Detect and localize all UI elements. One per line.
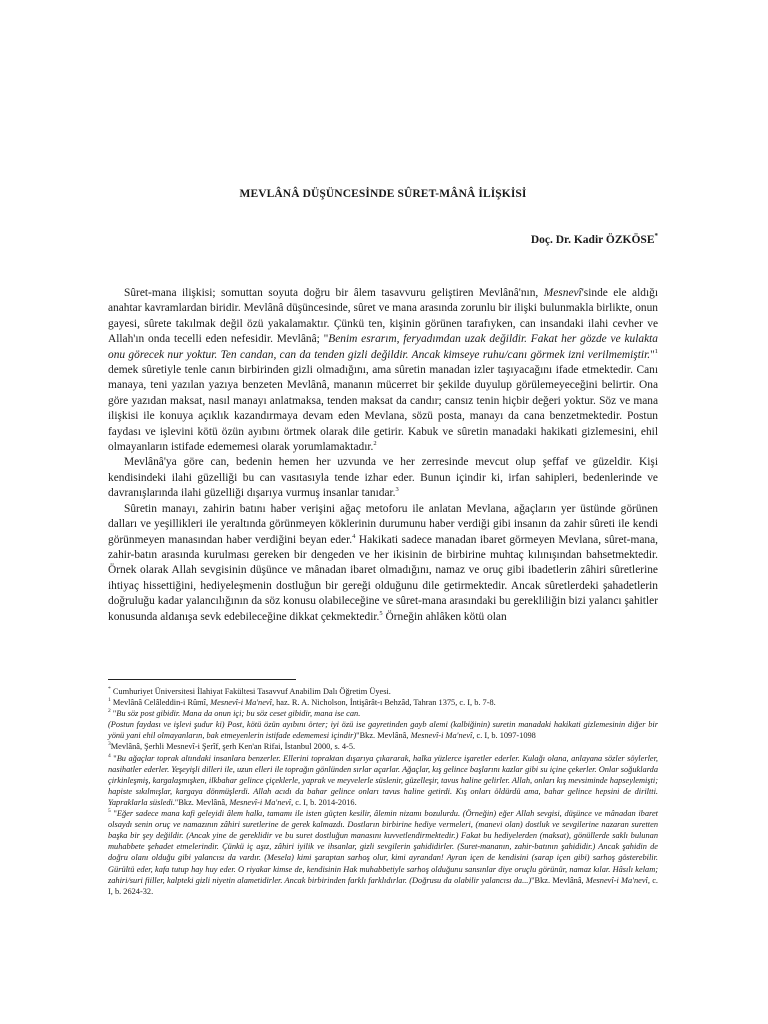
footnote-4 (108, 753, 658, 808)
footnote-4-open-quote: " (110, 753, 117, 763)
document-page (108, 0, 658, 1024)
footnote-2 (108, 708, 658, 741)
footnote-1-text-a: Mevlânâ Celâleddin-i Rûmî, (110, 698, 211, 708)
paragraph-3 (108, 502, 658, 625)
paragraph-3-text-b: Hakikati sadece manadan ibaret görmeyen Mevlana, sûret-mana, zahir-batın arasında kurulması gereken bir dengeden ve her ikisinin de birbirine muhtaç kılınışından bahsetmektedir. Örnek olarak Allah sevgisinin düşünce ve mânadan ibaret olmadığını, namaz ve oruç gibi ibadetlerin zâhiri sûretlerine ihtiyaç hissettiğini, hediyeleşmenin dostluğun bir gereği olduğunu dile getirmektedir. Ancak sûretlerdeki şahadetlerin doğruluğu kadar yalancılığının da söz konusu olabileceğine ve sûret-mana arasındaki bu gerekliliğin bizi yalancı şahitler konusunda aldanışa sevk edebileceğine dikkat çekmektedir. (108, 533, 658, 623)
footnote-2-text-d: "Bkz. Mevlânâ, (356, 731, 411, 741)
footnote-3-text: Mevlânâ, Şerhli Mesnevî-i Şerîf, şerh Ken'an Rifai, İstanbul 2000, s. 4-5. (110, 742, 356, 752)
footnote-4-work-italic: Mesnevî-i Ma'nevî, (229, 797, 294, 807)
footnote-1-work-italic: Mesnevî-i Ma'nevî, (210, 698, 275, 708)
footnote-star (108, 686, 658, 697)
article-body (108, 286, 658, 625)
author-line (531, 234, 658, 246)
footnote-3 (108, 741, 658, 752)
footnote-5-quote-italic: Eğer sadece mana kafi geleyidi âlem halkı, tamamı ile isten güçten kesilir, âlemin nizamı bozulurdu. (Örneğin) eğer Allah sevgisi, düşünce ve mânadan ibaret olsaydı senin oruç ve namazının zâhiri suretlerine de gerek kalmazdı. Dostların birbirine hediye vermeleri, (manevi olan) dostluk ve sevgilerine nazaran suretten başka bir şey değildir. (Ancak yine de gereklidir ve bu suret dostluğun manasını kuvvetlendirmektedir.) Fakat bu hediyelerden (maksat), gönüllerde saklı bulunan muhabbete şehadet etmelerindir. Çünkü iç aşız, zâhiri iyilik ve ihsanlar, gizli sevgilerin şahididirler. (Suret-mananın, zahir-batının şahididir.) Ancak şahidin de doğru olanı olduğu gibi yalancısı da vardır. (Mesela) kimi şaraptan sarhoş olur, kimi ayrandan! Ayran içen de kendisini (sarap içen gibi) sarhoş gösterebilir. Gürültü eder, kafa tutup hay huy eder. O riyakar kimse de, kendisinin Hak muhabbetiyle sarhoş olduğunu sansınlar diye oruçlu görünür, namaz kılar. Hâsılı kelam; zahiri/suri fiiller, kalpteki gizli niyetin alametidirler. Ancak birbirinden farklı farklıdırlar. (Doğrusu da olabilir yalancısı da...) (108, 809, 658, 885)
footnote-1-text-c: haz. R. A. Nicholson, İntişârât-ı Behzâd, Tahran 1375, c. I, b. 7-8. (274, 698, 496, 708)
footnote-2-open-quote: " (110, 709, 117, 719)
footnote-5-work-italic: Mesnevî-i Ma'nevî, (585, 875, 650, 885)
footnote-2-work-italic: Mesnevî-i Ma'nevî, (410, 731, 475, 741)
footnote-2-commentary-italic: (Postun faydası ve işlevi şudur ki) Post, kötü özün ayıbını örter; iyi özü ise gayretinden gayb alemi (kalbiğinin) suretin manadaki hakikati gizlemesinin diğer bir yönü yani ehil olmayanların, bak etmeyenlerin istifade edememesi içindir) (108, 720, 658, 741)
paragraph-1-text-f: demek sûretiyle tenle canın birbirinden gizli olmadığını, ama sûretin manadan izler taşıyacağını ifade etmektedir. Canı manaya, teni yazılan yazıya benzeten Mevlânâ, mananın mücerret bir şekilde duyulup görülemeyeceğini belirtir. Ona göre yazıdan maksat, nasıl manayı anlatmaksa, tenden maksat da candır; cansız tenin hiçbir değeri yoktur. Söz ve mana ilişkisi ile konuya açıklık kazandırmaya devam eden Mevlana, sözü posta, manayı da cana benzetmektedir. Postun faydası ve işlevini kötü özün ayıbını örtmek olarak dile getirir. Kabuk ve sûretin manadaki hakikati gizlemesini, ehil olmayanların istifade edememesi olarak yorumlamaktadır. (108, 364, 658, 454)
paragraph-2 (108, 455, 658, 501)
paragraph-1-mesnevi-italic: Mesnevî (543, 287, 582, 299)
footnote-4-number: 4 (108, 752, 111, 759)
paragraph-3-text-c: Örneğin ahlâken kötü olan (382, 610, 507, 623)
footnote-divider (108, 679, 296, 680)
footnote-1-number: 1 (108, 697, 111, 704)
footnotes-section (108, 686, 658, 897)
footnote-1 (108, 697, 658, 708)
footnote-5-open-quote: " (110, 809, 117, 819)
footnote-ref-4: 4 (352, 532, 356, 540)
footnote-4-text-c: "Bkz. Mevlânâ, (174, 797, 230, 807)
footnote-ref-2: 2 (373, 440, 377, 448)
footnote-star-text: Cumhuriyet Üniversitesi İlahiyat Fakültesi Tasavvuf Anabilim Dalı Öğretim Üyesi. (110, 687, 391, 696)
footnote-ref-5: 5 (379, 609, 383, 617)
author-footnote-mark: * (654, 232, 658, 241)
footnote-4-text-e: c. I, b. 2014-2016. (293, 797, 357, 807)
footnote-5 (108, 808, 658, 897)
paragraph-2-text: Mevlânâ'ya göre can, bedenin hemen her uzvunda ve her zerresinde mevcut olup şeffaf ve güzeldir. Kişi kendisindeki ilahi güzelliği bu can vasıtasıyla tende izhar eder. Bunun içindir ki, irfan sahipleri, bedenlerinde ve davranışlarında ilahi güzelliği dışarıya vurmuş insanlar tanıdar. (108, 456, 658, 500)
paragraph-1-text-c: 'sinde ele aldığı anahtar kavramlardan biridir. Mevlânâ düşüncesinde, sûret ve mana arasında zorunlu bir ilişki bulunmakla birlikte, onun gayesi, sûrete takılmak değil özü yakalamaktır. Çünkü ten, kişinin görünen tarafıyken, can insandaki ilahi cevher ve Allah'ın onda tecelli eden nefesidir. Mevlânâ; " (108, 287, 659, 346)
paragraph-1-quote-italic: Benim esrarım, feryadımdan uzak değildir. Fakat her gözde ve kulakta onu görecek nur yoktur. Ten candan, can da tenden gizli değildir. Ancak kimseye ruhu/canı görmek izni verilmemiştir. (108, 333, 658, 361)
author-name: Doç. Dr. Kadir ÖZKÖSE (530, 234, 655, 246)
footnote-2-text-f: c. I, b. 1097-1098 (474, 731, 536, 741)
footnote-5-text-e: c. I, b. 2624-32. (108, 875, 658, 896)
footnote-ref-1: 1 (654, 347, 658, 355)
footnote-ref-3: 3 (395, 486, 399, 494)
paragraph-3-text-a: Sûretin manayı, zahirin batını haber verişini ağaç metoforu ile anlatan Mevlana, ağaçların yer üstünde görünen dalları ve yeşillikleri ile yeraltında görünmeyen köklerinin durumunu haber verdiği gibi insanın da zahir sûreti ile kendi görünmeyen manasından haber verdiğini beyan eder. (108, 502, 658, 546)
footnote-5-text-c: "Bkz. Mevlânâ, (531, 875, 586, 885)
footnote-4-quote-italic: Bu ağaçlar toprak altındaki insanlara benzerler. Ellerini topraktan dışarıya çıkararak, halka yüzlerce işaretler ederler. Kulağı olana, anlayana sözler söylerler, nasihatler ederler. Yeşeyişli dilleri ile, uzun elleri ile toprağın gönlünden sırlar açarlar. Ağaçlar, kış gelince başlarını kazlar gibi su içine çekerler. Onlar soğuklarda çirkinleşmiş, kargalaşmışken, ilkbahar gelince çiçeklerle, yaprak ve meyvelerle süslenir, güzelleşir, tavus haline gelirler. Allah, onları kış mevsiminde hapseylemişti; hapiste sıkılmışlar, kargaya dönmüşlerdi. Allah acıdı da bahar gelince onları tavus haline getirdi. Kış onları öldürdü ama, bahar gelince hepsini de diriltti. Yapraklarla süsledi. (108, 753, 658, 807)
footnote-3-number: 3 (108, 741, 111, 748)
footnote-2-number: 2 (108, 708, 111, 715)
paragraph-1 (108, 286, 658, 455)
paragraph-1-quote-close: " (650, 348, 655, 361)
footnote-star-mark: * (108, 686, 111, 693)
footnote-2-quote-italic: Bu söz post gibidir. Mana da onun içi; bu söz ceset gibidir, mana ise can. (116, 709, 361, 719)
article-title: MEVLÂNÂ DÜŞÜNCESİNDE SÛRET-MÂNÂ İLİŞKİSİ (239, 188, 527, 200)
footnote-5-number: 5 (108, 808, 111, 815)
paragraph-1-text-a: Sûret-mana ilişkisi; somuttan soyuta doğru bir âlem tasavvuru geliştiren Mevlânâ'nın, (124, 287, 544, 299)
